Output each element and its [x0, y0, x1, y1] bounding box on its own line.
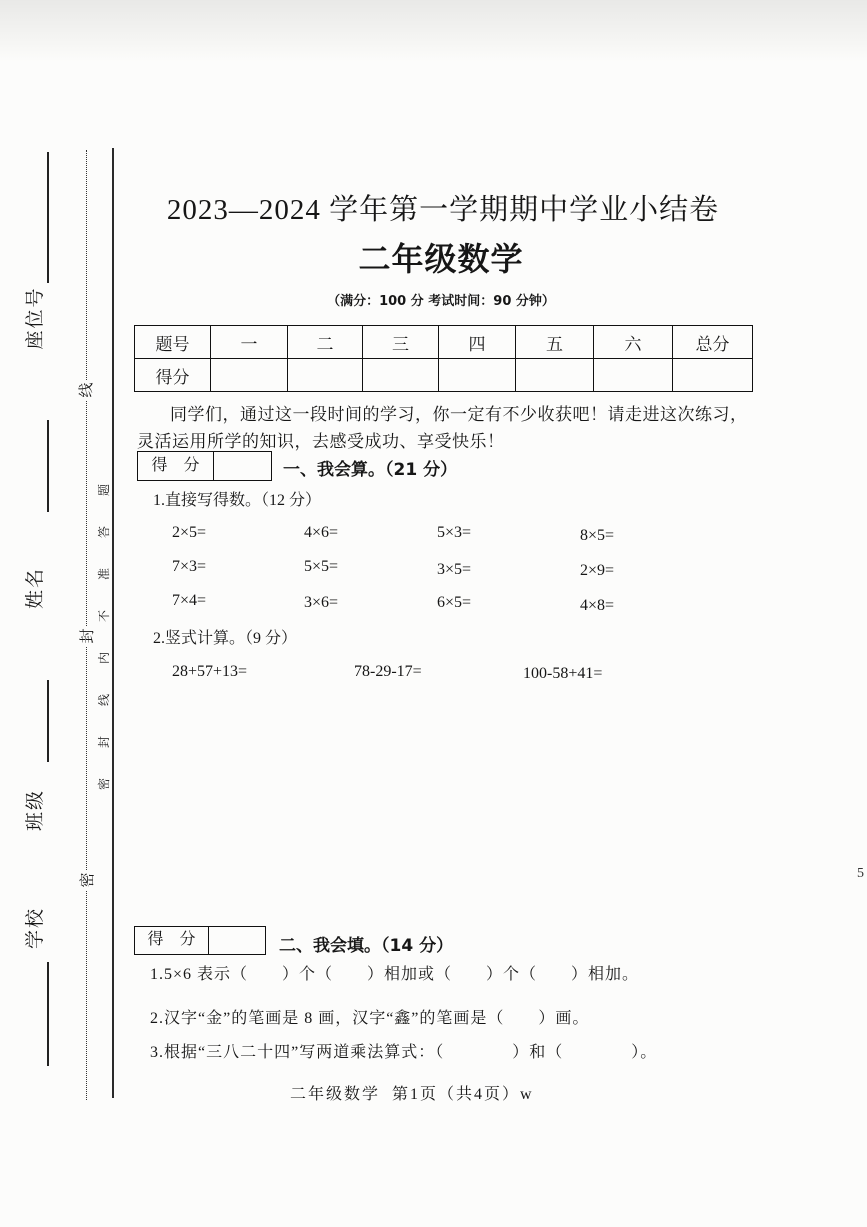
score-cell: [439, 359, 516, 392]
calc-item: 4×8=: [580, 597, 615, 614]
column-header: 六: [594, 326, 673, 359]
page-footer: 二年级数学 第1页（共4页）w: [290, 1086, 534, 1103]
part2-heading: 二、我会填。（14 分）: [279, 936, 454, 956]
calc-item: 5×3=: [437, 524, 472, 541]
score-box-label: 得 分: [138, 452, 214, 480]
seal-char-mi: 密: [78, 870, 98, 890]
vertical-calc-item: 28+57+13=: [172, 663, 248, 680]
score-table-score-row: [135, 359, 753, 392]
part1-score-box: [137, 451, 272, 481]
score-cell: [288, 359, 363, 392]
seal-char-xian: 线: [77, 380, 97, 400]
part2-score-box: [134, 926, 266, 955]
calc-item: 5×5=: [304, 558, 339, 575]
name-line: [47, 420, 49, 512]
seal-dotted-line: [86, 150, 87, 1100]
part1-q2-title: 2.竖式计算。（9 分）: [153, 630, 298, 647]
part1-q1-title: 1.直接写得数。（12 分）: [153, 492, 322, 509]
calc-item: 4×6=: [304, 524, 339, 541]
seal-char-feng: 封: [78, 626, 98, 646]
score-box-blank: [214, 452, 271, 480]
seat-number-label: 座位号: [25, 286, 46, 350]
class-label: 班级: [25, 789, 46, 832]
intro-line-1: 同学们，通过这一段时间的学习，你一定有不少收获吧！请走进这次练习，: [170, 405, 748, 424]
question-number-label: 题号: [135, 326, 211, 359]
scan-edge-shadow: [0, 0, 867, 62]
score-table-header-row: [135, 326, 753, 359]
name-label: 姓名: [25, 567, 46, 610]
exam-title: 2023—2024 学年第一学期期中学业小结卷: [166, 194, 720, 226]
score-box-label: 得 分: [135, 927, 209, 954]
calc-item: 3×5=: [437, 561, 472, 578]
calc-item: 8×5=: [580, 527, 615, 544]
seat-number-line: [47, 152, 49, 283]
score-cell: [594, 359, 673, 392]
score-cell: [673, 359, 753, 392]
column-header: 二: [288, 326, 363, 359]
seal-solid-line: [112, 148, 114, 1098]
school-line: [47, 962, 49, 1066]
score-table: [134, 325, 753, 392]
calc-item: 2×5=: [172, 524, 207, 541]
column-header: 总分: [673, 326, 753, 359]
exam-info: （满分：100 分 考试时间：90 分钟）: [327, 294, 555, 309]
school-label: 学校: [25, 907, 46, 950]
vertical-calc-item: 78-29-17=: [354, 663, 422, 680]
column-header: 一: [211, 326, 288, 359]
part1-heading: 一、我会算。（21 分）: [283, 460, 458, 480]
fill-question-3: 3.根据“三八二十四”写两道乘法算式：（ ）和（ ）。: [150, 1044, 658, 1061]
column-header: 三: [363, 326, 439, 359]
calc-item: 7×4=: [172, 592, 207, 609]
calc-item: 6×5=: [437, 594, 472, 611]
calc-item: 7×3=: [172, 558, 207, 575]
seal-notice: 密封线内不准答题: [97, 454, 111, 791]
score-row-label: 得分: [135, 359, 211, 392]
class-line: [47, 680, 49, 762]
calc-item: 3×6=: [304, 594, 339, 611]
page-edge-mark: 5: [857, 866, 864, 881]
intro-line-2: 灵活运用所学的知识，去感受成功、享受快乐！: [137, 432, 505, 451]
score-box-blank: [209, 927, 265, 954]
fill-question-1: 1.5×6 表示（ ）个（ ）相加或（ ）个（ ）相加。: [150, 966, 640, 983]
fill-question-2: 2.汉字“金”的笔画是 8 画，汉字“鑫”的笔画是（ ）画。: [150, 1010, 590, 1027]
score-cell: [516, 359, 594, 392]
calc-item: 2×9=: [580, 562, 615, 579]
score-cell: [363, 359, 439, 392]
column-header: 四: [439, 326, 516, 359]
column-header: 五: [516, 326, 594, 359]
vertical-calc-item: 100-58+41=: [523, 665, 603, 682]
score-cell: [211, 359, 288, 392]
exam-subject: 二年级数学: [358, 240, 524, 278]
